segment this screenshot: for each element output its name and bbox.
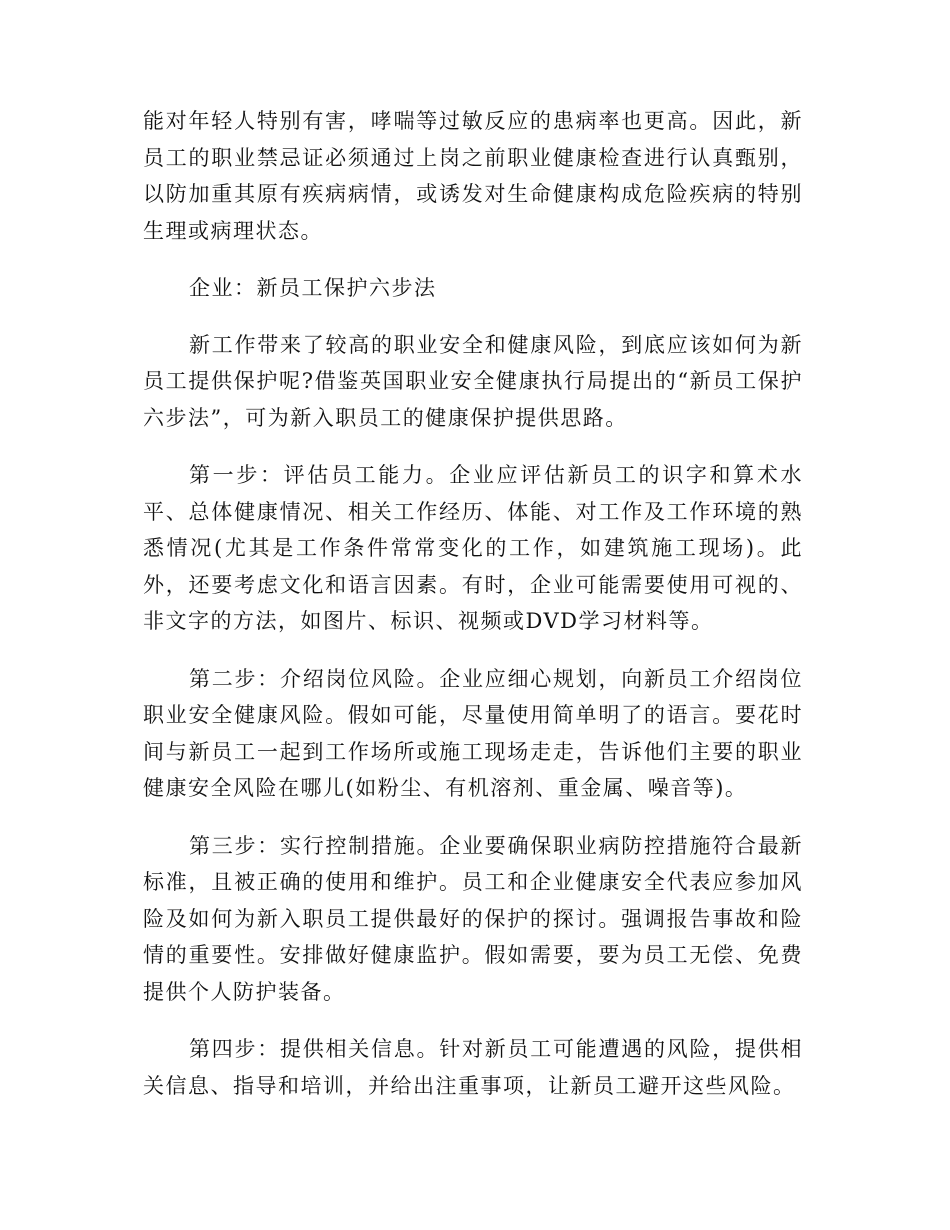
paragraph-continuation: 能对年轻人特别有害，哮喘等过敏反应的患病率也更高。因此，新员工的职业禁忌证必须通过上岗之前职业健康检查进行认真甄别，以防加重其原有疾病病情，或诱发对生命健康构成危险疾病的特别生理或病理状态。 [143, 109, 803, 243]
paragraph-step-3: 第三步：实行控制措施。企业要确保职业病防控措施符合最新标准，且被正确的使用和维护。员工和企业健康安全代表应参加风险及如何为新入职员工提供最好的保护的探讨。强调报告事故和险情的重要性。安排做好健康监护。假如需要，要为员工无偿、免费提供个人防护装备。 [143, 833, 803, 1004]
section-heading: 企业：新员工保护六步法 [189, 276, 437, 300]
paragraph-step-2: 第二步：介绍岗位风险。企业应细心规划，向新员工介绍岗位职业安全健康风险。假如可能，尽量使用简单明了的语言。要花时间与新员工一起到工作场所或施工现场走走，告诉他们主要的职业健康安全风险在哪儿(如粉尘、有机溶剂、重金属、噪音等)。 [143, 666, 803, 800]
paragraph-step-1: 第一步：评估员工能力。企业应评估新员工的识字和算术水平、总体健康情况、相关工作经历、体能、对工作及工作环境的熟悉情况(尤其是工作条件常常变化的工作，如建筑施工现场)。此外，还要考虑文化和语言因素。有时，企业可能需要使用可视的、非文字的方法，如图片、标识、视频或DVD学习材料等。 [143, 463, 803, 633]
document-body [143, 103, 803, 1125]
paragraph-step-4: 第四步：提供相关信息。针对新员工可能遭遇的风险，提供相关信息、指导和培训，并给出注重事项，让新员工避开这些风险。 [143, 1037, 803, 1098]
paragraph-intro: 新工作带来了较高的职业安全和健康风险，到底应该如何为新员工提供保护呢?借鉴英国职业安全健康执行局提出的“新员工保护六步法”，可为新入职员工的健康保护提供思路。 [143, 332, 803, 430]
